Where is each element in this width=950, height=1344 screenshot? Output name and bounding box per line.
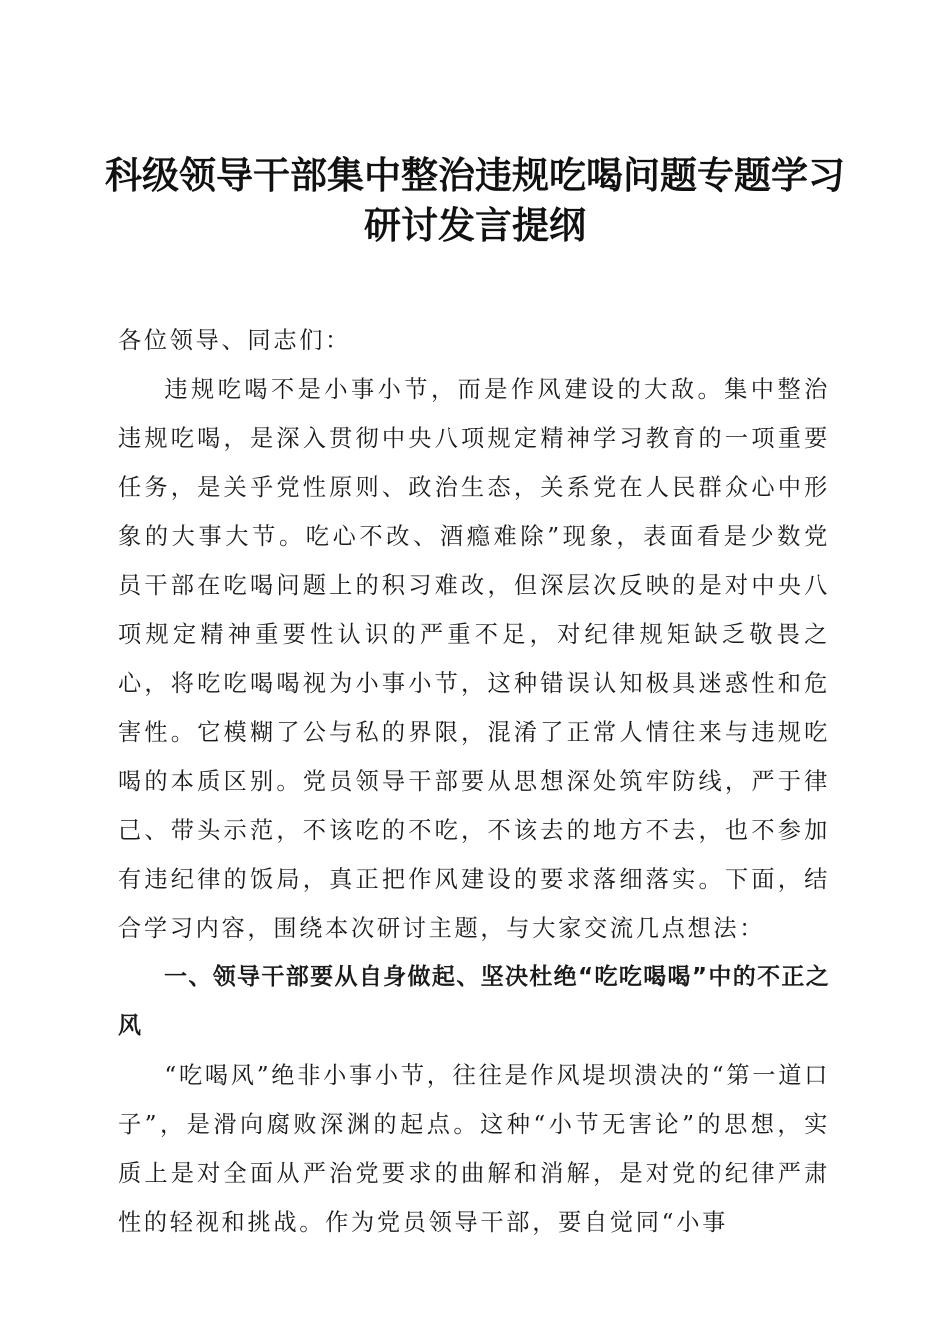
salutation: 各位领导、同志们： [118, 327, 351, 354]
document-title [100, 150, 850, 250]
document-body [118, 316, 830, 1247]
title-line-1: 科级领导干部集中整治违规吃喝问题专题学习 [105, 153, 845, 197]
title-line-2: 研讨发言提纲 [364, 203, 586, 247]
paragraph-section-1: “吃喝风”绝非小事小节，往往是作风堤坝溃决的“第一道口子”，是滑向腐败深渊的起点。这种“小节无害论”的思想，实质上是对全面从严治党要求的曲解和消解，是对党的纪律严肃性的轻视和挑战。作为党员领导干部，要自觉同“小事 [118, 1062, 830, 1236]
section-heading-1: 一、领导干部要从自身做起、坚决杜绝“吃吃喝喝”中的不正之风 [118, 964, 830, 1039]
paragraph-intro: 违规吃喝不是小事小节，而是作风建设的大敌。集中整治违规吃喝，是深入贯彻中央八项规定精神学习教育的一项重要任务，是关乎党性原则、政治生态，关系党在人民群众心中形象的大事大节。吃心不改、酒瘾难除”现象，表面看是少数党员干部在吃喝问题上的积习难改，但深层次反映的是对中央八项规定精神重要性认识的严重不足，对纪律规矩缺乏敬畏之心，将吃吃喝喝视为小事小节，这种错误认知极具迷惑性和危害性。它模糊了公与私的界限，混淆了正常人情往来与违规吃喝的本质区别。党员领导干部要从思想深处筑牢防线，严于律己、带头示范，不该吃的不吃，不该去的地方不去，也不参加有违纪律的饭局，真正把作风建设的要求落细落实。下面，结合学习内容，围绕本次研讨主题，与大家交流几点想法： [118, 376, 830, 942]
